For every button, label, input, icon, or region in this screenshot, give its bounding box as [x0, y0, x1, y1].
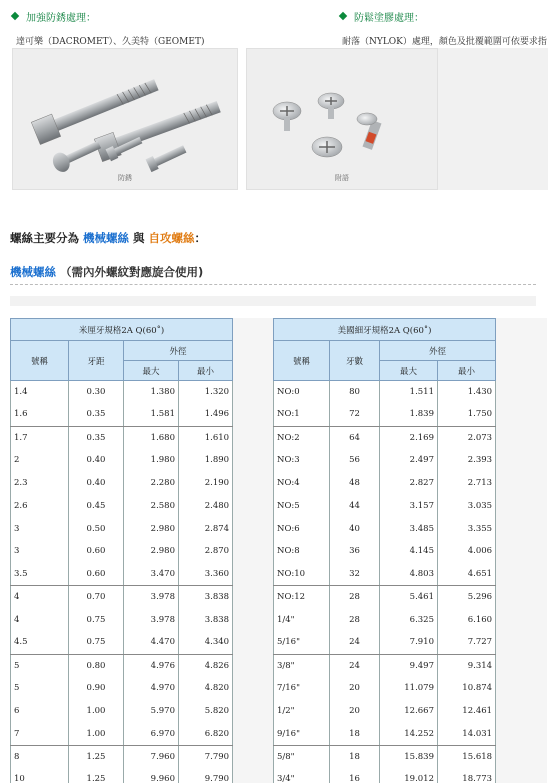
metric-cell: 4 [11, 586, 69, 609]
imperial-cell: 11.079 [380, 677, 438, 700]
imperial-cell: 28 [330, 586, 380, 609]
imperial-cell: 19.012 [380, 768, 438, 783]
imperial-cell: 7/16" [274, 677, 330, 700]
metric-cell: 8 [11, 745, 69, 768]
imperial-cell: 20 [330, 700, 380, 723]
metric-pitch-header: 牙距 [69, 341, 124, 381]
metric-cell: 0.70 [69, 586, 124, 609]
imperial-cell: 5/8" [274, 745, 330, 768]
imperial-cell: 12.461 [438, 700, 496, 723]
metric-table-row [11, 403, 233, 426]
metric-cell: 1.4 [11, 381, 69, 404]
metric-cell: 4.826 [179, 654, 233, 677]
metric-cell: 9.790 [179, 768, 233, 783]
metric-cell: 5 [11, 677, 69, 700]
anti-loose-title: 防鬆塗膠處理： [354, 12, 424, 24]
imperial-cell: 14.031 [438, 722, 496, 745]
imperial-table-row [274, 426, 496, 449]
metric-cell: 1.00 [69, 722, 124, 745]
imperial-cell: 28 [330, 608, 380, 631]
imperial-table-row [274, 517, 496, 540]
imperial-cell: 5.296 [438, 586, 496, 609]
imperial-table-row [274, 631, 496, 654]
metric-cell: 0.80 [69, 654, 124, 677]
metric-cell: 0.90 [69, 677, 124, 700]
metric-table-row [11, 494, 233, 517]
imperial-table-row [274, 654, 496, 677]
metric-cell: 3.360 [179, 563, 233, 586]
imperial-cell: 1.430 [438, 381, 496, 404]
imperial-cell: 18 [330, 722, 380, 745]
metric-cell: 2 [11, 449, 69, 472]
metric-cell: 5.970 [124, 700, 179, 723]
metric-table-row [11, 654, 233, 677]
imperial-cell: 24 [330, 631, 380, 654]
imperial-table-row [274, 381, 496, 404]
metric-cell: 4 [11, 608, 69, 631]
imperial-cell: 24 [330, 654, 380, 677]
anti-rust-caption: 防銹 [118, 174, 132, 182]
metric-cell: 1.890 [179, 449, 233, 472]
metric-cell: 3.5 [11, 563, 69, 586]
imperial-cell: 2.827 [380, 472, 438, 495]
imperial-cell: 15.839 [380, 745, 438, 768]
imperial-cell: 1/2" [274, 700, 330, 723]
imperial-table-body [274, 381, 496, 783]
metric-cell: 5.820 [179, 700, 233, 723]
imperial-table-title: 美國細牙規格2A Q(60˚) [274, 319, 496, 341]
imperial-table-row [274, 494, 496, 517]
imperial-cell: 2.169 [380, 426, 438, 449]
metric-cell: 3.978 [124, 608, 179, 631]
imperial-cell: 36 [330, 540, 380, 563]
metric-cell: 7.790 [179, 745, 233, 768]
imperial-cell: 5.461 [380, 586, 438, 609]
imperial-cell: 9.497 [380, 654, 438, 677]
imperial-table-row [274, 677, 496, 700]
imperial-cell: 4.803 [380, 563, 438, 586]
imperial-cell: 1.511 [380, 381, 438, 404]
metric-outer-header: 外徑 [124, 341, 233, 361]
metric-cell: 4.5 [11, 631, 69, 654]
metric-cell: 1.680 [124, 426, 179, 449]
imperial-cell: 3.157 [380, 494, 438, 517]
intro-suffix: ： [194, 231, 207, 245]
anti-loose-caption: 附語 [335, 174, 349, 182]
imperial-min-header: 最小 [438, 361, 496, 381]
imperial-cell: NO:6 [274, 517, 330, 540]
imperial-table-row [274, 563, 496, 586]
metric-cell: 0.60 [69, 540, 124, 563]
metric-cell: 3.838 [179, 608, 233, 631]
imperial-cell: 5/16" [274, 631, 330, 654]
imperial-table-row [274, 586, 496, 609]
table-gap [232, 318, 273, 783]
screw-types-intro [10, 230, 206, 246]
imperial-table-row [274, 700, 496, 723]
imperial-thread-table [273, 318, 496, 783]
anti-rust-desc: 達可樂（DACROMET）、久美特（GEOMET) [16, 37, 205, 47]
imperial-cell: 56 [330, 449, 380, 472]
imperial-cell: 14.252 [380, 722, 438, 745]
metric-cell: 1.320 [179, 381, 233, 404]
metric-cell: 7 [11, 722, 69, 745]
imperial-cell: 3/4" [274, 768, 330, 783]
metric-cell: 4.970 [124, 677, 179, 700]
metric-cell: 3.978 [124, 586, 179, 609]
metric-cell: 0.35 [69, 426, 124, 449]
metric-cell: 9.960 [124, 768, 179, 783]
imperial-cell: 4.145 [380, 540, 438, 563]
metric-cell: 1.7 [11, 426, 69, 449]
imperial-table-row [274, 472, 496, 495]
metric-table-row [11, 449, 233, 472]
imperial-cell: 2.073 [438, 426, 496, 449]
metric-table-row [11, 472, 233, 495]
section-note: （需內外螺紋對應旋合使用) [60, 265, 204, 279]
metric-cell: 2.870 [179, 540, 233, 563]
metric-cell: 3.838 [179, 586, 233, 609]
metric-table-row [11, 586, 233, 609]
imperial-cell: 10.874 [438, 677, 496, 700]
metric-cell: 0.30 [69, 381, 124, 404]
metric-table-row [11, 722, 233, 745]
metric-table-row [11, 540, 233, 563]
metric-cell: 1.6 [11, 403, 69, 426]
imperial-table-row [274, 768, 496, 783]
metric-cell: 5 [11, 654, 69, 677]
metric-cell: 2.280 [124, 472, 179, 495]
section-name: 機械螺絲 [10, 265, 56, 279]
metric-table-row [11, 631, 233, 654]
imperial-cell: 18 [330, 745, 380, 768]
metric-cell: 0.60 [69, 563, 124, 586]
imperial-table-row [274, 540, 496, 563]
metric-max-header: 最大 [124, 361, 179, 381]
metric-table-row [11, 381, 233, 404]
imperial-table-row [274, 722, 496, 745]
imperial-cell: 2.393 [438, 449, 496, 472]
metric-cell: 0.75 [69, 608, 124, 631]
table-right-margin [495, 318, 547, 783]
metric-cell: 2.580 [124, 494, 179, 517]
imperial-cell: 7.910 [380, 631, 438, 654]
metric-table-row [11, 517, 233, 540]
imperial-cell: NO:3 [274, 449, 330, 472]
metric-table-body [11, 381, 233, 783]
metric-cell: 0.50 [69, 517, 124, 540]
metric-table-row [11, 563, 233, 586]
metric-cell: 4.976 [124, 654, 179, 677]
metric-cell: 1.25 [69, 745, 124, 768]
imperial-cell: 4.651 [438, 563, 496, 586]
imperial-cell: 48 [330, 472, 380, 495]
imperial-cell: 40 [330, 517, 380, 540]
tapping-screw-link[interactable]: 自攻螺絲 [148, 231, 195, 245]
imperial-cell: 3.485 [380, 517, 438, 540]
imperial-cell: 9.314 [438, 654, 496, 677]
bolts-photo [12, 48, 238, 190]
metric-cell: 1.980 [124, 449, 179, 472]
anti-rust-title: 加強防銹處理： [26, 12, 96, 24]
imperial-cell: 2.497 [380, 449, 438, 472]
section-divider [10, 284, 536, 285]
imperial-cell: NO:8 [274, 540, 330, 563]
imperial-cell: NO:2 [274, 426, 330, 449]
metric-cell: 0.35 [69, 403, 124, 426]
intro-prefix: 螺絲主要分為 [10, 231, 79, 245]
bolts-image [13, 49, 239, 191]
treatment-section [10, 8, 550, 192]
imperial-cell: 32 [330, 563, 380, 586]
imperial-cell: 3/8" [274, 654, 330, 677]
metric-cell: 2.874 [179, 517, 233, 540]
metric-cell: 1.00 [69, 700, 124, 723]
metric-cell: 1.380 [124, 381, 179, 404]
imperial-outer-header: 外徑 [380, 341, 496, 361]
screws-photo [246, 48, 438, 190]
screws-image [247, 49, 439, 191]
imperial-cell: 16 [330, 768, 380, 783]
intro-and: 與 [133, 231, 145, 245]
imperial-max-header: 最大 [380, 361, 438, 381]
metric-cell: 0.40 [69, 449, 124, 472]
imperial-cell: 1/4" [274, 608, 330, 631]
imperial-cell: 3.355 [438, 517, 496, 540]
metric-cell: 2.480 [179, 494, 233, 517]
diamond-bullet-icon [339, 12, 347, 20]
metric-cell: 0.45 [69, 494, 124, 517]
imperial-cell: NO:12 [274, 586, 330, 609]
imperial-cell: 6.325 [380, 608, 438, 631]
imperial-cell: NO:0 [274, 381, 330, 404]
imperial-cell: NO:1 [274, 403, 330, 426]
imperial-cell: 72 [330, 403, 380, 426]
imperial-cell: 1.750 [438, 403, 496, 426]
imperial-cell: 6.160 [438, 608, 496, 631]
imperial-cell: 3.035 [438, 494, 496, 517]
metric-cell: 1.581 [124, 403, 179, 426]
metric-size-header: 號稱 [11, 341, 69, 381]
imperial-cell: 20 [330, 677, 380, 700]
imperial-table-row [274, 449, 496, 472]
metric-cell: 2.980 [124, 540, 179, 563]
metric-cell: 2.980 [124, 517, 179, 540]
metric-cell: 4.820 [179, 677, 233, 700]
metric-cell: 1.610 [179, 426, 233, 449]
metric-table-title: 米厘牙規格2A Q(60˚) [11, 319, 233, 341]
imperial-cell: 9/16" [274, 722, 330, 745]
imperial-cell: 18.773 [438, 768, 496, 783]
imperial-cell: NO:4 [274, 472, 330, 495]
metric-cell: 10 [11, 768, 69, 783]
imperial-tpi-header: 牙數 [330, 341, 380, 381]
imperial-cell: 4.006 [438, 540, 496, 563]
metric-cell: 6.970 [124, 722, 179, 745]
imperial-cell: 15.618 [438, 745, 496, 768]
metric-table-row [11, 677, 233, 700]
imperial-cell: NO:10 [274, 563, 330, 586]
metric-table-row [11, 426, 233, 449]
photo-side-panel [438, 48, 548, 190]
metric-thread-table [10, 318, 233, 783]
imperial-cell: 7.727 [438, 631, 496, 654]
imperial-cell: 64 [330, 426, 380, 449]
metric-cell: 1.25 [69, 768, 124, 783]
imperial-cell: NO:5 [274, 494, 330, 517]
metric-cell: 3 [11, 540, 69, 563]
metric-cell: 2.6 [11, 494, 69, 517]
metric-min-header: 最小 [179, 361, 233, 381]
imperial-cell: 2.713 [438, 472, 496, 495]
metric-table-row [11, 768, 233, 783]
imperial-cell: 44 [330, 494, 380, 517]
metric-cell: 3.470 [124, 563, 179, 586]
metric-table-row [11, 608, 233, 631]
metric-table-row [11, 745, 233, 768]
metric-cell: 2.3 [11, 472, 69, 495]
section-heading [10, 264, 203, 280]
imperial-cell: 12.667 [380, 700, 438, 723]
imperial-table-row [274, 608, 496, 631]
section-band [10, 296, 536, 306]
metric-cell: 4.470 [124, 631, 179, 654]
metric-cell: 1.496 [179, 403, 233, 426]
imperial-cell: 80 [330, 381, 380, 404]
metric-cell: 7.960 [124, 745, 179, 768]
machine-screw-link[interactable]: 機械螺絲 [83, 231, 130, 245]
imperial-size-header: 號稱 [274, 341, 330, 381]
metric-cell: 0.75 [69, 631, 124, 654]
metric-cell: 2.190 [179, 472, 233, 495]
metric-cell: 3 [11, 517, 69, 540]
imperial-table-row [274, 745, 496, 768]
anti-loose-desc: 耐落（NYLOK）處理，顏色及批覆範圍可依要求指 [342, 37, 547, 47]
imperial-cell: 1.839 [380, 403, 438, 426]
metric-cell: 0.40 [69, 472, 124, 495]
metric-cell: 4.340 [179, 631, 233, 654]
diamond-bullet-icon [11, 12, 19, 20]
imperial-table-row [274, 403, 496, 426]
metric-cell: 6 [11, 700, 69, 723]
metric-cell: 6.820 [179, 722, 233, 745]
metric-table-row [11, 700, 233, 723]
